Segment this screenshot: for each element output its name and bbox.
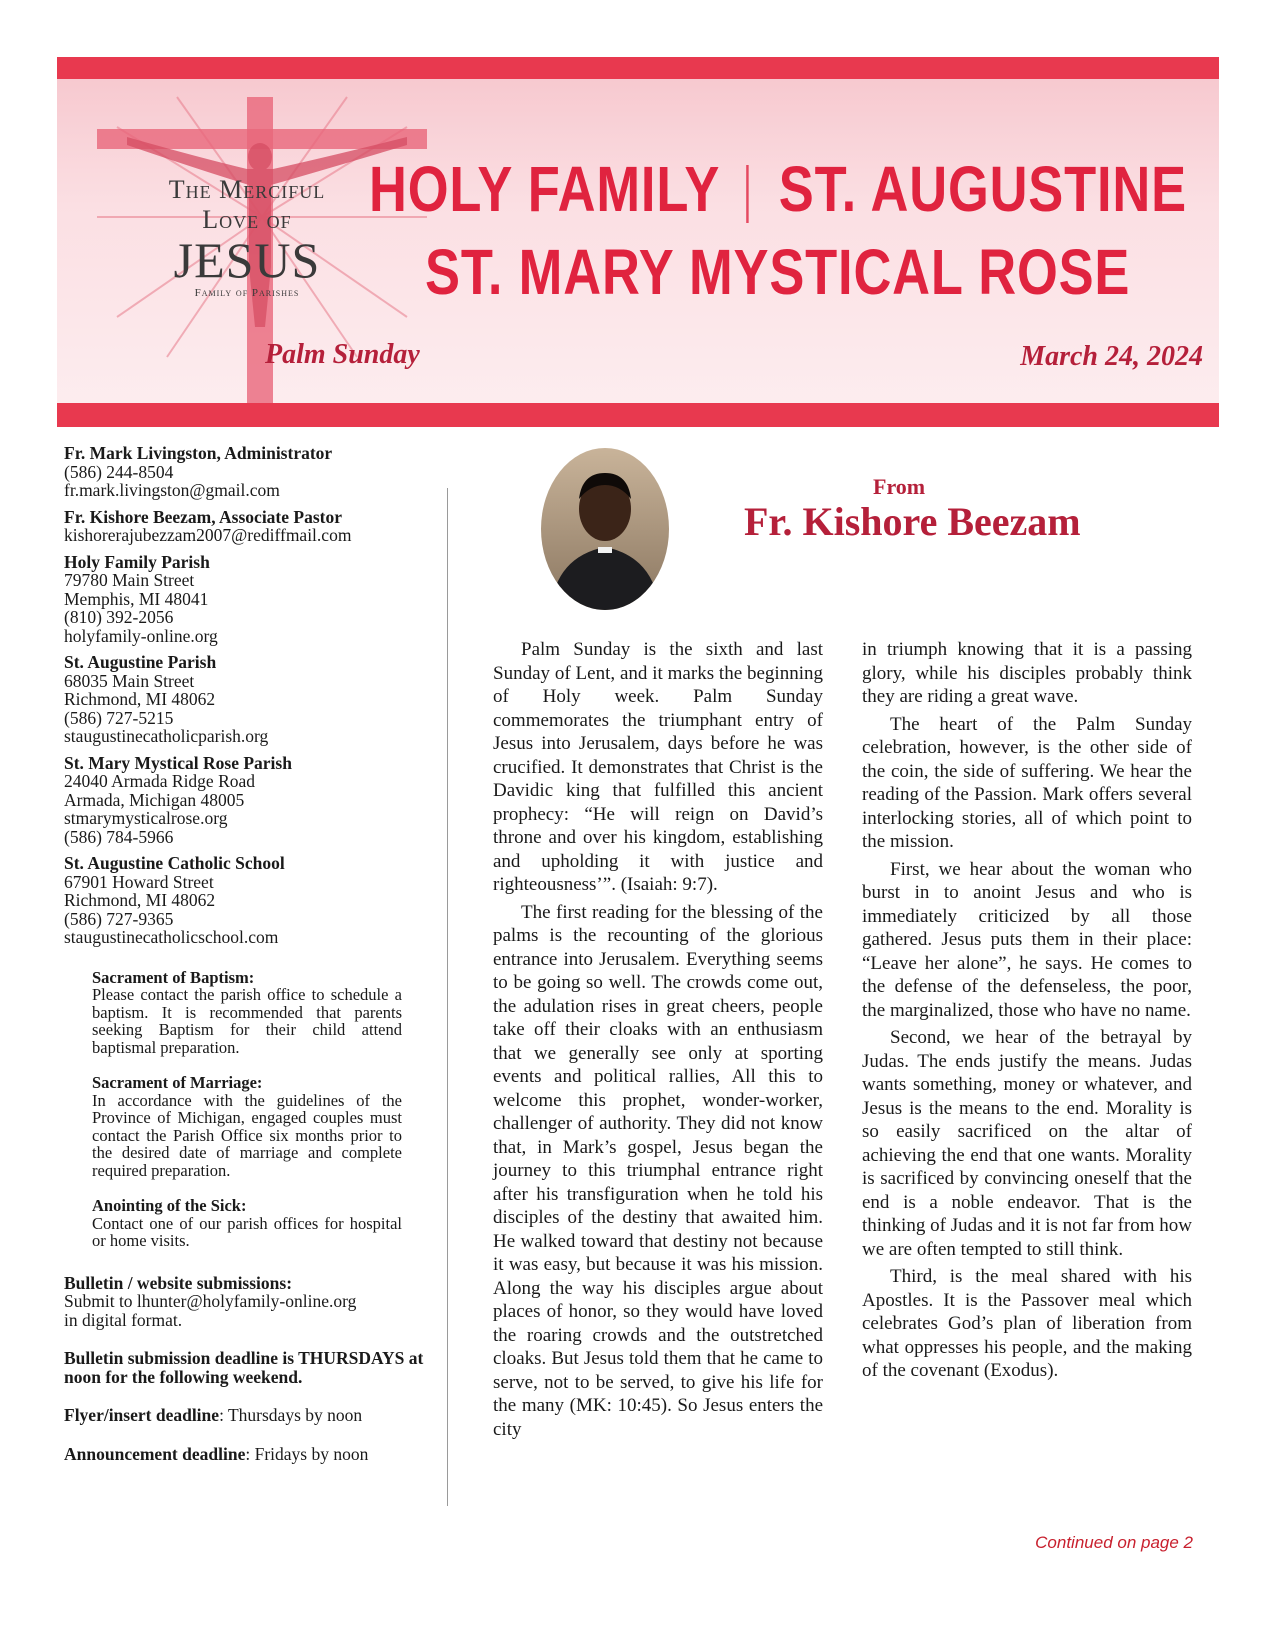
sacrament-text: Please contact the parish office to schedule a baptism. It is recommended that parents seeking Baptism for their child attend baptismal preparation. xyxy=(92,985,402,1057)
contact-line: staugustinecatholicparish.org xyxy=(64,726,269,746)
sacraments-section xyxy=(92,969,402,1250)
submissions-title: Bulletin / website submissions: xyxy=(64,1272,293,1293)
contact-block xyxy=(64,444,424,500)
flyer-deadline-label: Flyer/insert deadline xyxy=(64,1405,220,1425)
contact-column xyxy=(64,444,424,1483)
logo-line-2: Love of xyxy=(202,205,292,234)
contact-line: 24040 Armada Ridge Road xyxy=(64,771,256,791)
header-banner xyxy=(57,57,1219,427)
article-from: From xyxy=(873,474,926,499)
sacrament-marriage xyxy=(92,1074,402,1179)
contact-block xyxy=(64,754,424,847)
contact-line: (810) 392-2056 xyxy=(64,607,174,627)
contact-line: Memphis, MI 48041 xyxy=(64,588,209,609)
logo-line-3: JESUS xyxy=(173,232,321,288)
sacrament-title: Anointing of the Sick: xyxy=(92,1196,247,1215)
column-divider xyxy=(447,488,448,1506)
contact-name: Fr. Kishore Beezam, Associate Pastor xyxy=(64,506,343,527)
submission-notes xyxy=(64,1274,424,1464)
sacrament-text: Contact one of our parish offices for hospital or home visits. xyxy=(92,1213,402,1250)
article-paragraph: in triumph knowing that it is a passing glory, while his disciples probably think they are riding a great wave. xyxy=(862,639,1192,707)
contact-name: St. Mary Mystical Rose Parish xyxy=(64,752,292,773)
contact-name: Holy Family Parish xyxy=(64,551,210,572)
sacrament-baptism xyxy=(92,969,402,1057)
contact-line: Richmond, MI 48062 xyxy=(64,890,216,910)
contact-line: Armada, Michigan 48005 xyxy=(64,789,245,810)
logo-line-1: The Merciful xyxy=(168,175,326,204)
contact-block xyxy=(64,653,424,746)
bulletin-date: March 24, 2024 xyxy=(1020,341,1203,372)
top-accent-bar xyxy=(57,57,1219,79)
title-separator xyxy=(746,165,748,223)
article-paragraph: First, we hear about the woman who burst in to anoint Jesus and who is immediately criticized by all those gathered. Jesus puts them in their place: “Leave her alone”, he says. He comes to the defense of the defenseless, the poor, the marginalized, those who have no name. xyxy=(862,858,1192,1021)
submissions-text-1: Submit to lhunter@holyfamily-online.org xyxy=(64,1291,357,1311)
submission-deadline: Bulletin submission deadline is THURSDAYS at noon for the following weekend. xyxy=(64,1348,424,1387)
contact-line: 79780 Main Street xyxy=(64,570,195,590)
title-line-2: ST. MARY MYSTICAL ROSE xyxy=(425,236,1131,308)
title-st-augustine: ST. AUGUSTINE xyxy=(778,153,1187,225)
sacrament-text: In accordance with the guidelines of the Province of Michigan, engaged couples must contact the Parish Office six months prior to the desired date of marriage and complete required preparation. xyxy=(92,1090,402,1180)
contact-name: St. Augustine Parish xyxy=(64,652,217,672)
contact-line: (586) 727-5215 xyxy=(64,707,174,728)
continued-note: Continued on page 2 xyxy=(1035,1533,1193,1552)
title-line-1 xyxy=(369,152,1187,226)
contact-line: holyfamily-online.org xyxy=(64,625,218,646)
submissions-info xyxy=(64,1274,424,1330)
contact-line: fr.mark.livingston@gmail.com xyxy=(64,480,280,500)
contact-block xyxy=(64,854,424,947)
article-author: Fr. Kishore Beezam xyxy=(744,499,1081,544)
sacrament-title: Sacrament of Baptism: xyxy=(92,967,255,987)
article-paragraph: Palm Sunday is the sixth and last Sunday of Lent, and it marks the beginning of Holy week. Palm Sunday commemorates the triumphant entry of Jesus into Jerusalem, days before he was crucified. It demonstrates that Christ is the Davidic king that fulfilled this ancient prophecy: “He will reign on David’s throne and over his kingdom, establishing and upholding it with justice and righteousness’”. (Isaiah: 9:7). xyxy=(493,639,823,895)
flyer-deadline xyxy=(64,1406,424,1425)
logo-line-4: Family of Parishes xyxy=(194,287,300,299)
article-column-2 xyxy=(862,638,1192,1387)
contact-line: stmarymysticalrose.org xyxy=(64,808,228,828)
submissions-text-2: in digital format. xyxy=(64,1309,183,1330)
article-paragraph: The heart of the Palm Sunday celebration, however, is the other side of the coin, the side of suffering. We hear the reading of the Passion. Mark offers several interlocking stories, all of which point to the mission. xyxy=(862,713,1192,852)
parish-family-logo xyxy=(127,175,367,299)
announcement-deadline xyxy=(64,1445,424,1464)
contact-line: 68035 Main Street xyxy=(64,670,195,691)
contact-name: St. Augustine Catholic School xyxy=(64,853,285,873)
article-paragraph: The first reading for the blessing of the palms is the recounting of the glorious entrance into Jerusalem. Everything seems to be going so well. The crowds come out, the adulation rises in great cheers, people take off their cloaks with an enthusiasm that we generally see only at sporting events and political rallies, All this to welcome this prophet, wonder-worker, challenger of authority. They did not know that, in Mark’s gospel, Jesus began the journey to this triumphal entrance right after his transfiguration when he told his disciples of the destiny that awaited him. He walked toward that destiny not because it was easy, but because it was his mission. Along the way his disciples argue about places of honor, so they would have loved the roaring crowds and the outstretched cloaks. But Jesus told them that he came to serve, not to be served, to give his life for the many (MK: 10:45). So Jesus enters the city xyxy=(493,901,823,1440)
contact-line: (586) 784-5966 xyxy=(64,826,174,847)
contact-line: staugustinecatholicschool.com xyxy=(64,927,279,947)
sacrament-anointing xyxy=(92,1197,402,1250)
contact-block xyxy=(64,553,424,646)
announcement-deadline-value: : Fridays by noon xyxy=(245,1443,369,1464)
title-holy-family: HOLY FAMILY xyxy=(369,153,720,225)
priest-portrait xyxy=(540,447,670,612)
contact-line: kishorerajubezzam2007@rediffmail.com xyxy=(64,525,352,545)
bottom-accent-bar xyxy=(57,403,1219,427)
sacrament-title: Sacrament of Marriage: xyxy=(92,1073,263,1092)
article-paragraph: Third, is the meal shared with his Apostles. It is the Passover meal which celebrates God’s plan of liberation from what oppresses his people, and the making of the covenant (Exodus). xyxy=(862,1266,1192,1381)
occasion: Palm Sunday xyxy=(265,339,420,370)
announcement-deadline-label: Announcement deadline xyxy=(64,1443,246,1464)
flyer-deadline-value: : Thursdays by noon xyxy=(219,1405,363,1425)
contact-name: Fr. Mark Livingston, Administrator xyxy=(64,443,333,463)
article-column-1 xyxy=(493,638,823,1445)
contact-line: (586) 727-9365 xyxy=(64,908,174,929)
contact-line: 67901 Howard Street xyxy=(64,871,214,892)
contact-line: (586) 244-8504 xyxy=(64,461,174,482)
contact-line: Richmond, MI 48062 xyxy=(64,689,216,709)
article-paragraph: Second, we hear of the betrayal by Judas. The ends justify the means. Judas wants something, money or whatever, and Jesus is the means to the end. Morality is so easily sacrificed on the altar of achieving the end that one wants. Morality is sacrificed by convincing oneself that the end is a noble endeavor. That is the thinking of Judas and it is not far from how we are often tempted to still think. xyxy=(862,1027,1192,1260)
contact-block xyxy=(64,508,424,545)
